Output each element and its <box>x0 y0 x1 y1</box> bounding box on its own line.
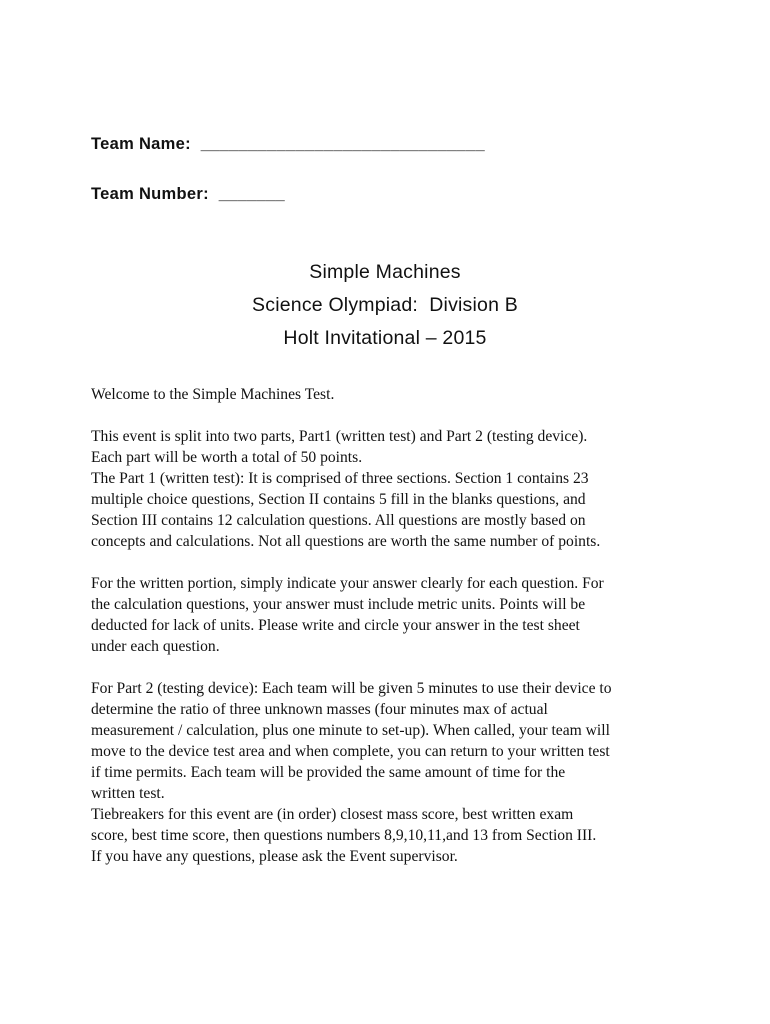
text-line: For Part 2 (testing device): Each team will be given 5 minutes to use their device to <box>91 680 612 697</box>
team-number-label: Team Number: <box>91 185 209 203</box>
text-line: written test. <box>91 785 165 802</box>
text-line: If you have any questions, please ask the Event supervisor. <box>91 848 458 865</box>
text-line: This event is split into two parts, Part1 (written test) and Part 2 (testing device). <box>91 428 588 445</box>
title-line-competition: Science Olympiad: Division B <box>252 294 518 316</box>
text-line: Each part will be worth a total of 50 points. <box>91 449 363 466</box>
document-title <box>0 258 770 357</box>
text-line: Section III contains 12 calculation questions. All questions are mostly based on <box>91 512 586 529</box>
text-line: measurement / calculation, plus one minute to set-up). When called, your team will <box>91 722 610 739</box>
team-name-label: Team Name: <box>91 135 191 153</box>
paragraph-written-portion <box>91 573 691 657</box>
text-line: move to the device test area and when complete, you can return to your written test <box>91 743 610 760</box>
text-line: determine the ratio of three unknown masses (four minutes max of actual <box>91 701 548 718</box>
team-name-field[interactable] <box>91 135 485 154</box>
text-line: concepts and calculations. Not all questions are worth the same number of points. <box>91 533 601 550</box>
title-line-event: Simple Machines <box>309 261 461 283</box>
instructions-body <box>91 384 691 867</box>
text-line: the calculation questions, your answer must include metric units. Points will be <box>91 596 586 613</box>
text-line: The Part 1 (written test): It is comprised of three sections. Section 1 contains 23 <box>91 470 589 487</box>
text-line: deducted for lack of units. Please write and circle your answer in the test sheet <box>91 617 580 634</box>
team-name-blank[interactable]: ______________________________ <box>200 135 485 153</box>
text-line: score, best time score, then questions numbers 8,9,10,11,and 13 from Section III. <box>91 827 597 844</box>
text-line: if time permits. Each team will be provided the same amount of time for the <box>91 764 566 781</box>
team-number-blank[interactable]: _______ <box>218 185 286 203</box>
text-line: For the written portion, simply indicate your answer clearly for each question. For <box>91 575 604 592</box>
text-line: Tiebreakers for this event are (in order) closest mass score, best written exam <box>91 806 574 823</box>
text-line: multiple choice questions, Section II contains 5 fill in the blanks questions, and <box>91 491 586 508</box>
text-line: under each question. <box>91 638 220 655</box>
paragraph-overview <box>91 426 691 552</box>
paragraph-testing-device <box>91 678 691 867</box>
team-number-field[interactable] <box>91 185 285 204</box>
welcome-text: Welcome to the Simple Machines Test. <box>91 386 335 403</box>
title-line-invitational: Holt Invitational – 2015 <box>283 327 487 349</box>
